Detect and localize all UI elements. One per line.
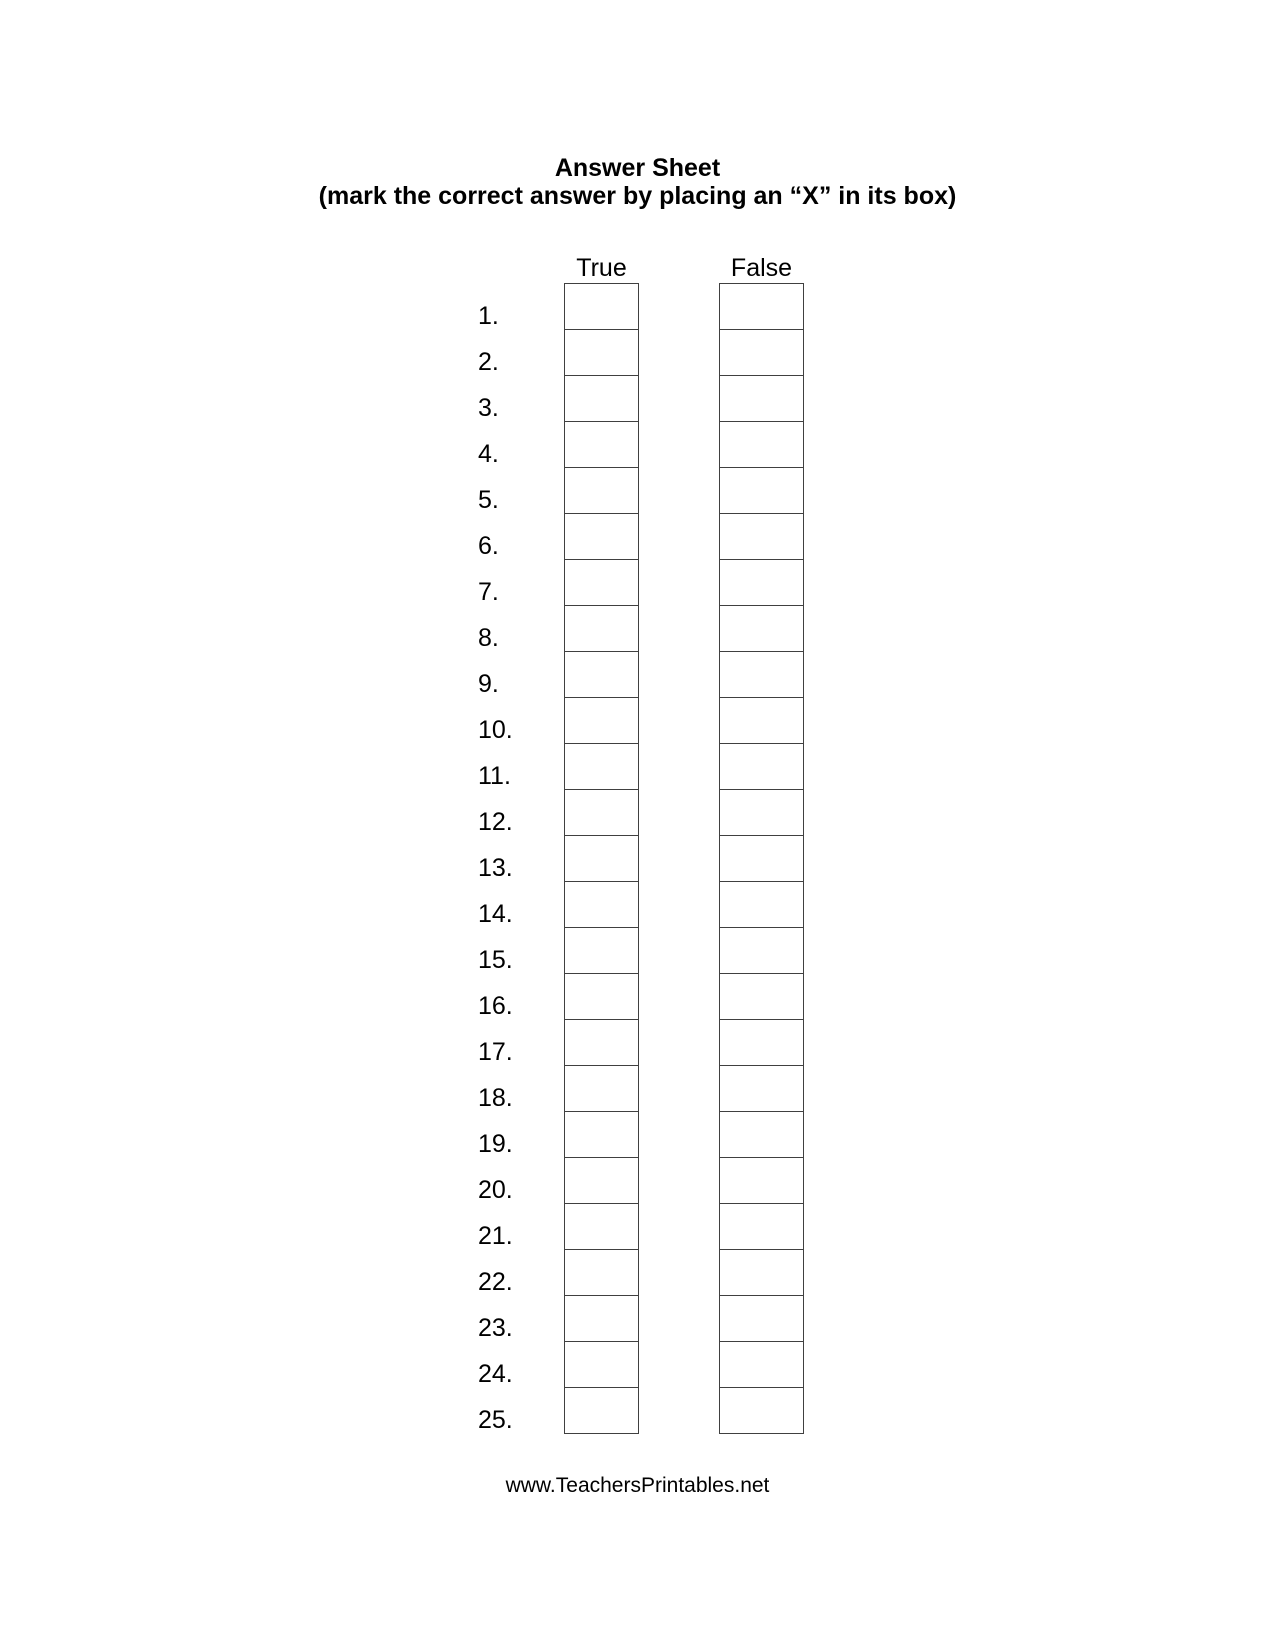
question-row xyxy=(478,421,548,467)
answer-box-true[interactable] xyxy=(564,283,639,330)
answer-box-false[interactable] xyxy=(719,1157,804,1204)
answer-box-true[interactable] xyxy=(564,743,639,790)
question-number: 9. xyxy=(478,670,499,698)
question-number: 11. xyxy=(478,762,511,790)
page-title: Answer Sheet xyxy=(554,154,721,182)
answer-box-true[interactable] xyxy=(564,467,639,514)
answer-box-true[interactable] xyxy=(564,697,639,744)
answer-box-true[interactable] xyxy=(564,605,639,652)
true-answer-column xyxy=(564,283,639,1434)
answer-box-true[interactable] xyxy=(564,1203,639,1250)
question-number: 20. xyxy=(478,1176,513,1204)
question-row xyxy=(478,1019,548,1065)
question-number: 15. xyxy=(478,946,513,974)
question-number: 19. xyxy=(478,1130,513,1158)
question-row xyxy=(478,375,548,421)
answer-box-false[interactable] xyxy=(719,835,804,882)
question-number: 14. xyxy=(478,900,513,928)
header xyxy=(0,154,1275,210)
answer-box-true[interactable] xyxy=(564,973,639,1020)
answer-box-false[interactable] xyxy=(719,1065,804,1112)
question-row xyxy=(478,329,548,375)
answer-box-false[interactable] xyxy=(719,1295,804,1342)
question-row xyxy=(478,1065,548,1111)
answer-box-false[interactable] xyxy=(719,697,804,744)
answer-box-false[interactable] xyxy=(719,1019,804,1066)
answer-box-false[interactable] xyxy=(719,513,804,560)
question-number: 16. xyxy=(478,992,513,1020)
question-row xyxy=(478,1341,548,1387)
answer-box-true[interactable] xyxy=(564,835,639,882)
answer-box-false[interactable] xyxy=(719,881,804,928)
answer-box-false[interactable] xyxy=(719,651,804,698)
answer-box-true[interactable] xyxy=(564,559,639,606)
answer-box-false[interactable] xyxy=(719,973,804,1020)
answer-box-false[interactable] xyxy=(719,559,804,606)
question-row xyxy=(478,467,548,513)
question-number: 10. xyxy=(478,716,513,744)
question-row xyxy=(478,605,548,651)
question-row xyxy=(478,697,548,743)
answer-box-false[interactable] xyxy=(719,1203,804,1250)
false-answer-column xyxy=(719,283,804,1434)
answer-box-false[interactable] xyxy=(719,283,804,330)
question-row xyxy=(478,1387,548,1433)
question-number: 12. xyxy=(478,808,513,836)
answer-box-true[interactable] xyxy=(564,651,639,698)
question-row xyxy=(478,743,548,789)
footer-url: www.TeachersPrintables.net xyxy=(505,1474,770,1497)
question-number: 1. xyxy=(478,302,499,330)
answer-box-false[interactable] xyxy=(719,927,804,974)
question-number: 23. xyxy=(478,1314,513,1342)
answer-box-true[interactable] xyxy=(564,329,639,376)
answer-box-true[interactable] xyxy=(564,1249,639,1296)
answer-box-false[interactable] xyxy=(719,1249,804,1296)
answer-box-false[interactable] xyxy=(719,329,804,376)
answer-box-true[interactable] xyxy=(564,1111,639,1158)
answer-box-false[interactable] xyxy=(719,605,804,652)
answer-box-true[interactable] xyxy=(564,375,639,422)
question-numbers-column xyxy=(478,283,548,1433)
answer-box-true[interactable] xyxy=(564,927,639,974)
question-row xyxy=(478,927,548,973)
question-row xyxy=(478,513,548,559)
answer-box-true[interactable] xyxy=(564,881,639,928)
question-number: 25. xyxy=(478,1406,513,1434)
question-number: 2. xyxy=(478,348,499,376)
question-number: 8. xyxy=(478,624,499,652)
question-number: 17. xyxy=(478,1038,513,1066)
answer-box-true[interactable] xyxy=(564,1157,639,1204)
column-header-false: False xyxy=(730,254,793,282)
question-number: 22. xyxy=(478,1268,513,1296)
question-row xyxy=(478,881,548,927)
answer-box-false[interactable] xyxy=(719,1387,804,1434)
question-row xyxy=(478,1203,548,1249)
question-number: 7. xyxy=(478,578,499,606)
answer-box-false[interactable] xyxy=(719,743,804,790)
question-row xyxy=(478,973,548,1019)
question-row xyxy=(478,1111,548,1157)
question-number: 6. xyxy=(478,532,499,560)
answer-box-false[interactable] xyxy=(719,375,804,422)
question-row xyxy=(478,835,548,881)
answer-box-false[interactable] xyxy=(719,467,804,514)
question-row xyxy=(478,1157,548,1203)
question-number: 13. xyxy=(478,854,513,882)
answer-box-true[interactable] xyxy=(564,1065,639,1112)
answer-box-false[interactable] xyxy=(719,1111,804,1158)
question-row xyxy=(478,789,548,835)
question-row xyxy=(478,651,548,697)
question-number: 21. xyxy=(478,1222,513,1250)
answer-box-false[interactable] xyxy=(719,1341,804,1388)
answer-box-true[interactable] xyxy=(564,421,639,468)
question-row xyxy=(478,1249,548,1295)
question-number: 3. xyxy=(478,394,499,422)
answer-box-true[interactable] xyxy=(564,1295,639,1342)
answer-box-true[interactable] xyxy=(564,789,639,836)
answer-box-false[interactable] xyxy=(719,789,804,836)
answer-box-true[interactable] xyxy=(564,513,639,560)
column-header-true: True xyxy=(576,254,627,282)
question-number: 4. xyxy=(478,440,499,468)
answer-box-true[interactable] xyxy=(564,1019,639,1066)
page-subtitle: (mark the correct answer by placing an “X” in its box) xyxy=(318,182,957,210)
question-number: 5. xyxy=(478,486,499,514)
question-row xyxy=(478,283,548,329)
question-row xyxy=(478,1295,548,1341)
answer-box-true[interactable] xyxy=(564,1387,639,1434)
answer-box-true[interactable] xyxy=(564,1341,639,1388)
question-number: 24. xyxy=(478,1360,513,1388)
answer-box-false[interactable] xyxy=(719,421,804,468)
question-row xyxy=(478,559,548,605)
question-number: 18. xyxy=(478,1084,513,1112)
